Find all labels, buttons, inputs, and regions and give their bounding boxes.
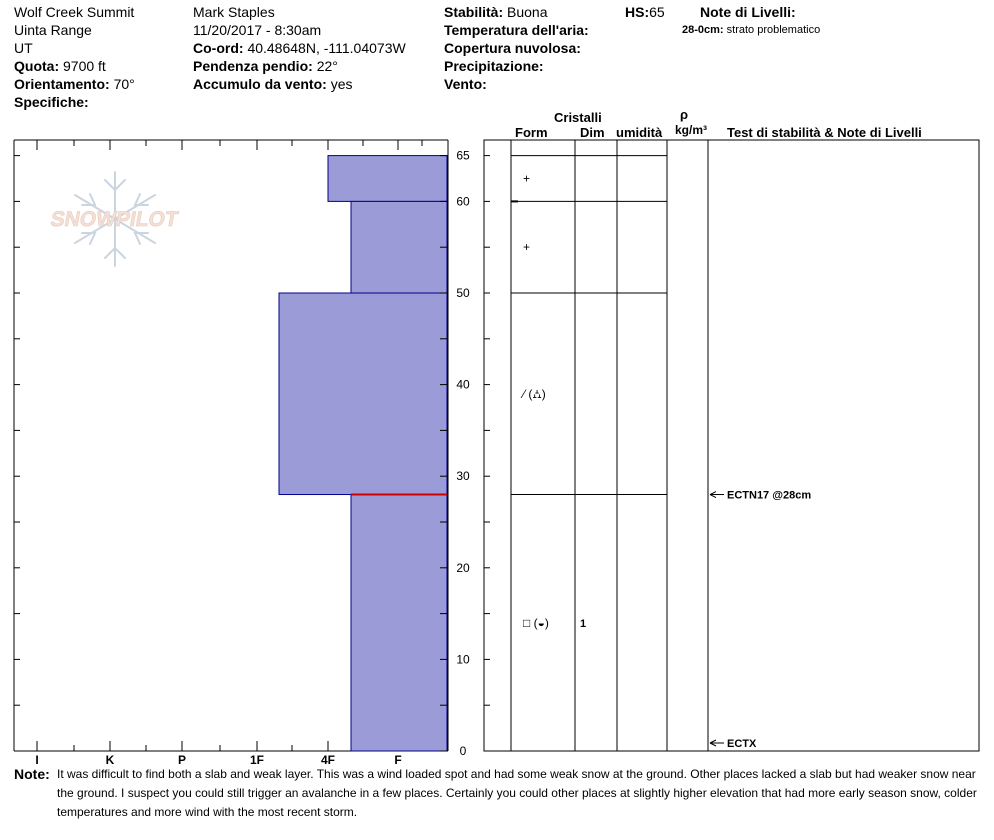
size-header: Dim <box>580 125 605 140</box>
range-name: Uinta Range <box>14 22 92 38</box>
depth-tick-label: 30 <box>456 469 470 484</box>
depth-tick-label: 50 <box>456 286 470 300</box>
slope-value: 22° <box>316 58 338 74</box>
crystal-form: □ (◒) <box>523 615 549 630</box>
crystal-size: 1 <box>580 617 587 630</box>
precipitation-label: Precipitazione: <box>444 58 544 74</box>
snow-layer <box>351 495 447 751</box>
layer-note-text: strato problematico <box>726 24 821 36</box>
note-text: It was difficult to find both a slab and weak layer. This was a wind loaded spot and had some weak snow at the ground. Other places lacked a slab but had weaker snow near the ground. I suspect you could still trigger an avalanche in a few places. Certainly you could other places at slightly higher elevation that had more early season snow, colder temperatures and more wind with the most recent storm. <box>57 767 977 819</box>
note-label: Note: <box>14 766 50 782</box>
slope-label: Pendenza pendio: <box>193 58 313 74</box>
observation-datetime: 11/20/2017 - 8:30am <box>193 22 322 38</box>
hardness-tick-label: 1F <box>249 753 265 767</box>
hardness-tick-label: F <box>394 753 402 767</box>
layer-notes-label: Note di Livelli: <box>700 4 796 20</box>
cloud-cover-label: Copertura nuvolosa: <box>444 40 581 56</box>
stability-tests <box>710 490 811 750</box>
crystals-header: Cristalli <box>554 110 602 125</box>
aspect-value: 70° <box>113 76 135 92</box>
density-unit-header: kg/m³ <box>675 123 708 137</box>
layer-note-depth: 28-0cm: <box>682 24 724 36</box>
aspect-label: Orientamento: <box>14 76 110 92</box>
snow-layer <box>351 201 447 293</box>
wind-loading-value: yes <box>330 76 353 92</box>
depth-tick-label: 65 <box>456 148 470 163</box>
hardness-tick-label: I <box>35 753 39 767</box>
depth-tick-label: 60 <box>456 194 470 209</box>
stability-label: Stabilità: <box>444 4 504 20</box>
depth-tick-label: 0 <box>459 744 467 758</box>
air-temp-label: Temperatura dell'aria: <box>444 22 589 38</box>
elevation-value: 9700 ft <box>63 58 106 74</box>
hs-value: 65 <box>649 4 665 20</box>
crystal-form: + <box>523 240 531 255</box>
wind-loading-label: Accumulo da vento: <box>193 76 327 92</box>
crystal-table-rows <box>511 156 667 630</box>
hardness-tick-label: P <box>177 753 187 767</box>
wind-label: Vento: <box>444 76 487 92</box>
hs-label: HS: <box>625 4 650 20</box>
state-name: UT <box>14 40 33 56</box>
elevation-label: Quota: <box>14 58 60 74</box>
location-name: Wolf Creek Summit <box>14 4 135 20</box>
form-header: Form <box>515 125 548 140</box>
observer-name: Mark Staples <box>193 4 275 20</box>
crystal-form: ⁄ (⛼) <box>523 386 546 401</box>
test-result: ECTX <box>727 738 757 750</box>
density-symbol: ρ <box>680 107 689 122</box>
depth-tick-label: 20 <box>456 560 470 575</box>
crystal-form: + <box>523 171 531 186</box>
tests-header: Test di stabilità & Note di Livelli <box>727 125 922 140</box>
coordinates-label: Co-ord: <box>193 40 244 56</box>
depth-tick-label: 10 <box>456 652 470 667</box>
snow-layers <box>279 156 447 751</box>
snow-layer <box>279 293 447 495</box>
snowpilot-watermark <box>49 172 180 266</box>
hardness-tick-label: 4F <box>320 753 336 767</box>
stability-value: Buona <box>507 4 548 20</box>
coordinates-value: 40.48648N, -111.04073W <box>247 40 406 56</box>
moisture-header: umidità <box>616 125 663 140</box>
crystal-table-grid <box>484 140 979 751</box>
test-result: ECTN17 @28cm <box>727 489 812 502</box>
watermark-text: SNOWPILOT <box>48 208 180 231</box>
hardness-tick-label: K <box>105 753 115 767</box>
specifics-label: Specifiche: <box>14 94 89 110</box>
snow-layer <box>328 156 447 202</box>
depth-tick-label: 40 <box>456 377 470 392</box>
